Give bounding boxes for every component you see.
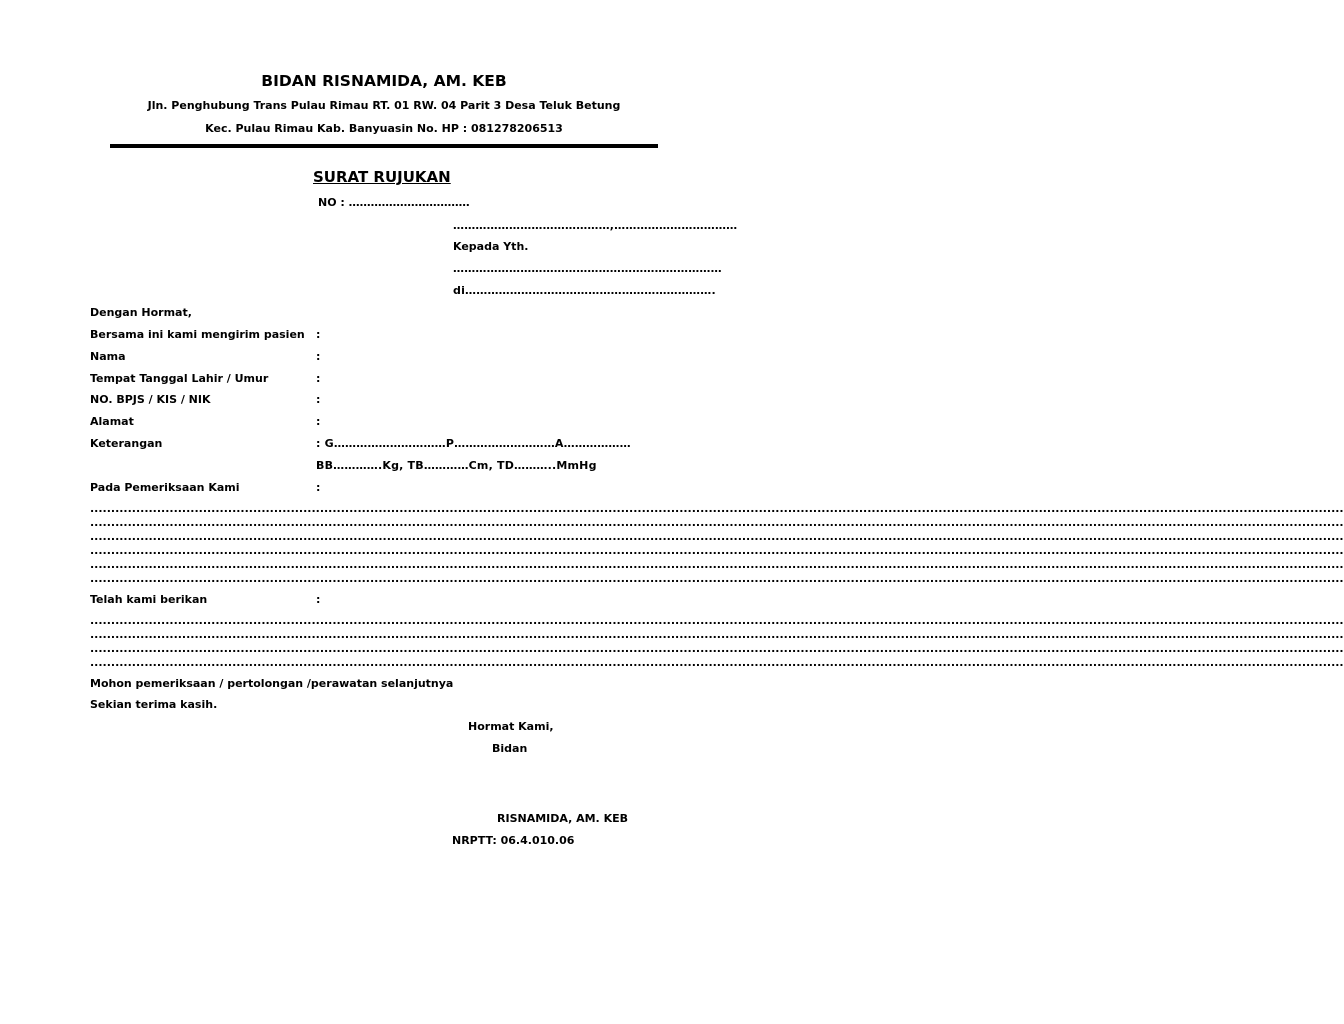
vitals-line: BB………….Kg, TB…………Cm, TD………..MmHg: [316, 459, 597, 472]
document-title: SURAT RUJUKAN: [313, 168, 451, 186]
field-label: NO. BPJS / KIS / NIK: [90, 393, 211, 406]
closing-thanks: Sekian terima kasih.: [90, 698, 218, 711]
field-label: Bersama ini kami mengirim pasien: [90, 328, 305, 341]
letterhead-title: BIDAN RISNAMIDA, AM. KEB: [261, 72, 507, 90]
field-colon: :: [316, 593, 321, 606]
examination-dots: ............................................................................................................................................................................................................................................................................................................: [90, 544, 1344, 557]
obstetric-history-line: : G…………………………P………………………A………………: [316, 437, 631, 450]
address-line-2: Kec. Pulau Rimau Kab. Banyuasin No. HP : 081278206513: [205, 122, 563, 135]
field-colon: :: [316, 393, 321, 406]
recipient-line: ………………………………………………………………: [453, 262, 722, 275]
signature-name: RISNAMIDA, AM. KEB: [497, 812, 628, 825]
field-label: Alamat: [90, 415, 134, 428]
greeting: Dengan Hormat,: [90, 306, 192, 319]
treatment-dots: ............................................................................................................................................................................................................................................................................................................: [90, 614, 1344, 627]
address-line-1: Jln. Penghubung Trans Pulau Rimau RT. 01 RW. 04 Parit 3 Desa Teluk Betung: [147, 99, 621, 112]
signature-role: Bidan: [492, 742, 528, 755]
examination-dots: ............................................................................................................................................................................................................................................................................................................: [90, 502, 1344, 515]
treatment-dots: ............................................................................................................................................................................................................................................................................................................: [90, 656, 1344, 669]
field-label: Tempat Tanggal Lahir / Umur: [90, 372, 269, 385]
closing-request: Mohon pemeriksaan / pertolongan /perawatan selanjutnya: [90, 677, 454, 690]
treatment-dots: ............................................................................................................................................................................................................................................................................................................: [90, 628, 1344, 641]
field-colon: :: [316, 328, 321, 341]
document-number: NO : ……………………………: [318, 196, 470, 209]
field-colon: :: [316, 481, 321, 494]
signature-regards: Hormat Kami,: [468, 720, 554, 733]
treatment-dots: ............................................................................................................................................................................................................................................................................................................: [90, 642, 1344, 655]
examination-dots: ............................................................................................................................................................................................................................................................................................................: [90, 530, 1344, 543]
place-date-line: ……………………………………,……………………………: [453, 219, 738, 232]
examination-label: Pada Pemeriksaan Kami: [90, 481, 240, 494]
examination-dots: ............................................................................................................................................................................................................................................................................................................: [90, 516, 1344, 529]
header-divider: [110, 144, 658, 148]
field-colon: :: [316, 350, 321, 363]
examination-dots: ............................................................................................................................................................................................................................................................................................................: [90, 572, 1344, 585]
signature-nrptt: NRPTT: 06.4.010.06: [452, 834, 575, 847]
field-colon: :: [316, 372, 321, 385]
location-line: di………………………………………………………….: [453, 284, 716, 297]
addressee-label: Kepada Yth.: [453, 240, 529, 253]
field-label: Nama: [90, 350, 126, 363]
field-colon: :: [316, 415, 321, 428]
examination-dots: ............................................................................................................................................................................................................................................................................................................: [90, 558, 1344, 571]
field-label: Keterangan: [90, 437, 163, 450]
treatment-label: Telah kami berikan: [90, 593, 208, 606]
